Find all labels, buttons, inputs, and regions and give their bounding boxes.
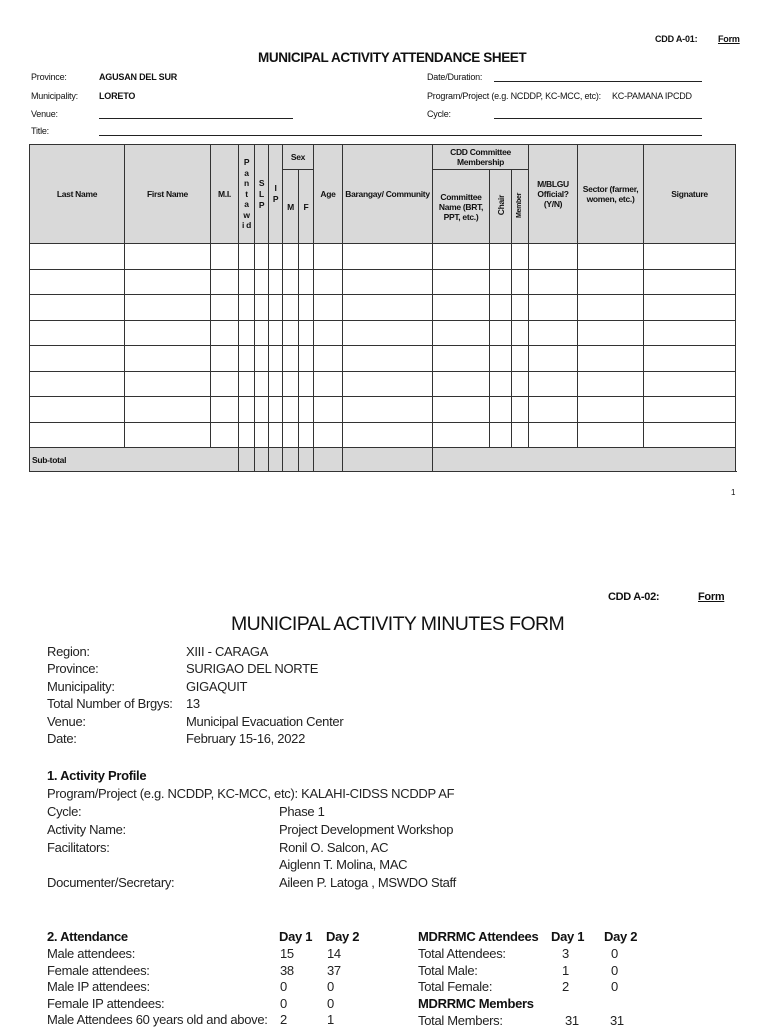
province-value: AGUSAN DEL SUR [99, 72, 178, 82]
table-cell[interactable] [578, 397, 644, 423]
table-cell[interactable] [512, 346, 529, 372]
mdrrmc-day1: 2 [562, 979, 569, 994]
table-cell[interactable] [299, 422, 314, 448]
info-value: GIGAQUIT [186, 678, 248, 694]
table-cell[interactable] [30, 295, 125, 321]
table-cell[interactable] [578, 320, 644, 346]
attendance-day1: 0 [280, 979, 287, 994]
table-cell[interactable] [314, 346, 343, 372]
table-cell[interactable] [529, 397, 578, 423]
info-label: Municipality: [47, 678, 115, 694]
table-row [30, 244, 736, 270]
table-cell[interactable] [125, 422, 211, 448]
profile-label: Facilitators: [47, 839, 110, 855]
table-cell[interactable] [211, 269, 239, 295]
table-cell[interactable] [490, 371, 512, 397]
mdrrmc-day1: 3 [562, 946, 569, 961]
table-cell[interactable] [30, 269, 125, 295]
info-value: February 15-16, 2022 [186, 731, 306, 746]
table-cell[interactable] [644, 320, 736, 346]
table-cell[interactable] [433, 244, 490, 270]
table-cell[interactable] [211, 295, 239, 321]
table-cell[interactable] [125, 295, 211, 321]
mdrrmc-day2-header: Day 2 [604, 929, 638, 944]
minutes-title: MUNICIPAL ACTIVITY MINUTES FORM [231, 613, 565, 635]
table-cell[interactable] [314, 371, 343, 397]
attendance-label: Male IP attendees: [47, 979, 150, 994]
table-cell[interactable] [255, 422, 269, 448]
header-cdd-committee: CDD Committee Membership [433, 145, 529, 170]
table-cell[interactable] [239, 295, 255, 321]
program-value: KC-PAMANA IPCDD [612, 91, 692, 101]
info-label: Venue: [47, 713, 86, 729]
table-cell[interactable] [255, 397, 269, 423]
table-cell[interactable] [283, 397, 299, 423]
header-mi: M.I. [211, 145, 239, 244]
municipality-value: LORETO [99, 91, 136, 101]
header-committee-name: Committee Name (BRT, PPT, etc.) [433, 170, 490, 244]
table-cell[interactable] [343, 371, 433, 397]
title-line [99, 135, 702, 136]
page-title: MUNICIPAL ACTIVITY ATTENDANCE SHEET [258, 50, 527, 65]
profile-value: Project Development Workshop [279, 821, 454, 837]
table-cell[interactable] [644, 346, 736, 372]
subtotal-cell [255, 448, 269, 472]
table-cell[interactable] [211, 244, 239, 270]
table-cell[interactable] [269, 295, 283, 321]
table-cell[interactable] [211, 320, 239, 346]
title-label: Title: [31, 126, 49, 136]
header-ip: I P [269, 145, 283, 244]
table-cell[interactable] [239, 422, 255, 448]
municipality-label: Municipality: [31, 91, 78, 101]
venue-label: Venue: [31, 109, 58, 119]
table-cell[interactable] [578, 295, 644, 321]
header-male: M [283, 170, 299, 244]
subtotal-cell [239, 448, 255, 472]
info-label: Province: [47, 661, 99, 677]
form-code-2: CDD A-02: [608, 591, 660, 603]
info-label: Total Number of Brgys: [47, 696, 173, 712]
date-label: Date/Duration: [427, 72, 483, 82]
table-cell[interactable] [239, 346, 255, 372]
section-activity-profile: 1. Activity Profile [47, 768, 147, 783]
table-cell[interactable] [433, 320, 490, 346]
table-cell[interactable] [343, 397, 433, 423]
table-cell[interactable] [314, 269, 343, 295]
header-member [512, 170, 529, 244]
table-row [30, 371, 736, 397]
table-cell[interactable] [578, 346, 644, 372]
subtotal-cell [314, 448, 343, 472]
attendance-day2: 37 [327, 962, 341, 978]
table-cell[interactable] [529, 346, 578, 372]
attendance-day1: 0 [280, 995, 287, 1011]
table-cell[interactable] [283, 346, 299, 372]
table-cell[interactable] [490, 422, 512, 448]
page-number: 1 [731, 488, 736, 497]
table-cell[interactable] [644, 371, 736, 397]
table-cell[interactable] [269, 244, 283, 270]
table-cell[interactable] [433, 371, 490, 397]
table-row [30, 320, 736, 346]
table-cell[interactable] [512, 244, 529, 270]
table-cell[interactable] [269, 397, 283, 423]
subtotal-cell [343, 448, 433, 472]
table-cell[interactable] [343, 346, 433, 372]
table-cell[interactable] [343, 269, 433, 295]
table-cell[interactable] [578, 244, 644, 270]
form-link-2[interactable]: Form [698, 591, 725, 603]
table-cell[interactable] [512, 269, 529, 295]
header-first-name: First Name [125, 145, 211, 244]
table-cell[interactable] [299, 346, 314, 372]
table-cell[interactable] [255, 244, 269, 270]
profile-label: Cycle: [47, 804, 82, 819]
table-cell[interactable] [299, 269, 314, 295]
table-cell[interactable] [30, 320, 125, 346]
table-cell[interactable] [269, 269, 283, 295]
table-cell[interactable] [269, 346, 283, 372]
header-slp: S L P [255, 145, 269, 244]
table-cell[interactable] [314, 295, 343, 321]
table-cell[interactable] [529, 422, 578, 448]
table-cell[interactable] [512, 295, 529, 321]
table-cell[interactable] [343, 422, 433, 448]
members-day1: 31 [565, 1013, 579, 1028]
mdrrmc-day1: 1 [562, 962, 569, 978]
info-label: Date: [47, 731, 77, 746]
table-cell[interactable] [255, 346, 269, 372]
table-cell[interactable] [211, 346, 239, 372]
attendance-label: Male attendees: [47, 946, 136, 961]
table-cell[interactable] [125, 371, 211, 397]
date-line [494, 81, 702, 82]
table-cell[interactable] [239, 244, 255, 270]
header-chair [490, 170, 512, 244]
mdrrmc-label: Total Male: [418, 962, 478, 978]
program-line: Program/Project (e.g. NCDDP, KC-MCC, etc): KALAHI-CIDSS NCDDP AF [47, 786, 455, 801]
header-last-name: Last Name [30, 145, 125, 244]
table-cell[interactable] [30, 244, 125, 270]
day1-header: Day 1 [279, 929, 313, 944]
table-cell[interactable] [433, 269, 490, 295]
table-cell[interactable] [529, 269, 578, 295]
table-cell[interactable] [644, 295, 736, 321]
attendance-day1: 15 [280, 946, 294, 961]
mdrrmc-attendees-title: MDRRMC Attendees [418, 929, 539, 944]
table-cell[interactable] [269, 371, 283, 397]
table-cell[interactable] [343, 295, 433, 321]
table-cell[interactable] [490, 269, 512, 295]
mdrrmc-day2: 0 [611, 962, 618, 978]
venue-line [99, 118, 293, 119]
profile-label: Activity Name: [47, 821, 126, 837]
mdrrmc-label: Total Female: [418, 979, 493, 994]
table-cell[interactable] [283, 244, 299, 270]
member-label: Member [516, 192, 524, 219]
header-signature: Signature [644, 145, 736, 244]
table-cell[interactable] [30, 422, 125, 448]
attendance-day2: 0 [327, 979, 334, 994]
table-cell[interactable] [30, 397, 125, 423]
table-cell[interactable] [255, 295, 269, 321]
table-cell[interactable] [314, 244, 343, 270]
table-cell[interactable] [644, 244, 736, 270]
table-cell[interactable] [269, 422, 283, 448]
table-cell[interactable] [644, 422, 736, 448]
attendance-table [29, 144, 736, 472]
table-cell[interactable] [343, 320, 433, 346]
cycle-label: Cycle: [427, 109, 451, 119]
table-cell[interactable] [283, 422, 299, 448]
table-cell[interactable] [433, 295, 490, 321]
table-cell[interactable] [283, 320, 299, 346]
profile-label: Documenter/Secretary: [47, 875, 175, 891]
table-cell[interactable] [490, 295, 512, 321]
table-cell[interactable] [30, 346, 125, 372]
table-cell[interactable] [125, 320, 211, 346]
table-cell[interactable] [578, 269, 644, 295]
table-cell[interactable] [512, 397, 529, 423]
mdrrmc-members-title: MDRRMC Members [418, 996, 534, 1011]
table-cell[interactable] [299, 244, 314, 270]
header-age: Age [314, 145, 343, 244]
table-cell[interactable] [211, 422, 239, 448]
cycle-line [494, 118, 702, 119]
header-mblgu: M/BLGU Official? (Y/N) [529, 145, 578, 244]
table-cell[interactable] [314, 320, 343, 346]
table-cell[interactable] [578, 422, 644, 448]
table-cell[interactable] [578, 371, 644, 397]
info-value: XIII - CARAGA [186, 644, 269, 659]
subtotal-cell [433, 448, 736, 472]
table-cell[interactable] [283, 371, 299, 397]
header-barangay: Barangay/ Community [343, 145, 433, 244]
table-cell[interactable] [529, 371, 578, 397]
table-cell[interactable] [255, 371, 269, 397]
profile-value: Phase 1 [279, 804, 325, 819]
table-cell[interactable] [512, 371, 529, 397]
profile-value: Aileen P. Latoga , MSWDO Staff [279, 875, 456, 891]
table-cell[interactable] [529, 295, 578, 321]
day2-header: Day 2 [326, 929, 360, 944]
attendance-day2: 14 [327, 946, 341, 961]
info-value: SURIGAO DEL NORTE [186, 661, 319, 677]
table-cell[interactable] [239, 320, 255, 346]
mdrrmc-day2: 0 [611, 979, 618, 994]
subtotal-cell [269, 448, 283, 472]
header-sector: Sector (farmer, women, etc.) [578, 145, 644, 244]
table-cell[interactable] [314, 397, 343, 423]
attendance-label: Female IP attendees: [47, 995, 165, 1011]
table-cell[interactable] [299, 320, 314, 346]
attendance-day1: 38 [280, 962, 294, 978]
table-row [30, 397, 736, 423]
table-row [30, 346, 736, 372]
program-label: Program/Project (e.g. NCDDP, KC-MCC, etc): [427, 91, 601, 101]
table-cell[interactable] [239, 371, 255, 397]
attendance-label: Female attendees: [47, 962, 150, 978]
table-cell[interactable] [125, 346, 211, 372]
table-cell[interactable] [490, 397, 512, 423]
table-cell[interactable] [644, 269, 736, 295]
table-row [30, 269, 736, 295]
table-cell[interactable] [299, 295, 314, 321]
profile-value: Ronil O. Salcon, AC [279, 839, 389, 855]
table-row [30, 295, 736, 321]
table-cell[interactable] [512, 320, 529, 346]
members-label: Total Members: [418, 1013, 503, 1028]
table-cell[interactable] [343, 244, 433, 270]
table-cell[interactable] [125, 269, 211, 295]
header-female: F [299, 170, 314, 244]
subtotal-label: Sub-total [30, 448, 239, 472]
mdrrmc-label: Total Attendees: [418, 946, 506, 961]
table-cell[interactable] [239, 397, 255, 423]
subtotal-cell [283, 448, 299, 472]
attendance-day1: 2 [280, 1012, 287, 1027]
form-code: CDD A-01: [655, 34, 698, 44]
header-sex: Sex [283, 145, 314, 170]
table-cell[interactable] [299, 397, 314, 423]
table-cell[interactable] [490, 346, 512, 372]
table-cell[interactable] [490, 244, 512, 270]
table-cell[interactable] [299, 371, 314, 397]
info-label: Region: [47, 644, 90, 659]
subtotal-row [30, 448, 736, 472]
table-cell[interactable] [490, 320, 512, 346]
table-cell[interactable] [314, 422, 343, 448]
table-cell[interactable] [433, 422, 490, 448]
members-day2: 31 [610, 1013, 624, 1028]
attendance-rows [30, 244, 736, 472]
attendance-label: Male Attendees 60 years old and above: [47, 1012, 268, 1027]
table-cell[interactable] [433, 397, 490, 423]
table-cell[interactable] [283, 269, 299, 295]
table-cell[interactable] [512, 422, 529, 448]
table-cell[interactable] [255, 269, 269, 295]
attendance-day2: 0 [327, 995, 334, 1011]
attendance-day2: 1 [327, 1012, 334, 1027]
table-cell[interactable] [125, 244, 211, 270]
table-cell[interactable] [211, 371, 239, 397]
profile-value: Aiglenn T. Molina, MAC [279, 857, 408, 873]
info-value: 13 [186, 696, 200, 712]
table-cell[interactable] [211, 397, 239, 423]
table-cell[interactable] [283, 295, 299, 321]
mdrrmc-day2: 0 [611, 946, 618, 961]
header-pantawid: P a n t a w i d [239, 145, 255, 244]
form-link[interactable]: Form [718, 34, 740, 44]
table-cell[interactable] [255, 320, 269, 346]
table-cell[interactable] [239, 269, 255, 295]
section-attendance: 2. Attendance [47, 929, 128, 944]
table-cell[interactable] [433, 346, 490, 372]
table-cell[interactable] [529, 244, 578, 270]
table-cell[interactable] [644, 397, 736, 423]
table-cell[interactable] [30, 371, 125, 397]
chair-label: Chair [495, 195, 506, 216]
province-label: Province: [31, 72, 67, 82]
table-cell[interactable] [269, 320, 283, 346]
table-cell[interactable] [125, 397, 211, 423]
table-row [30, 422, 736, 448]
table-cell[interactable] [529, 320, 578, 346]
info-value: Municipal Evacuation Center [186, 713, 344, 729]
subtotal-cell [299, 448, 314, 472]
mdrrmc-day1-header: Day 1 [551, 929, 585, 944]
